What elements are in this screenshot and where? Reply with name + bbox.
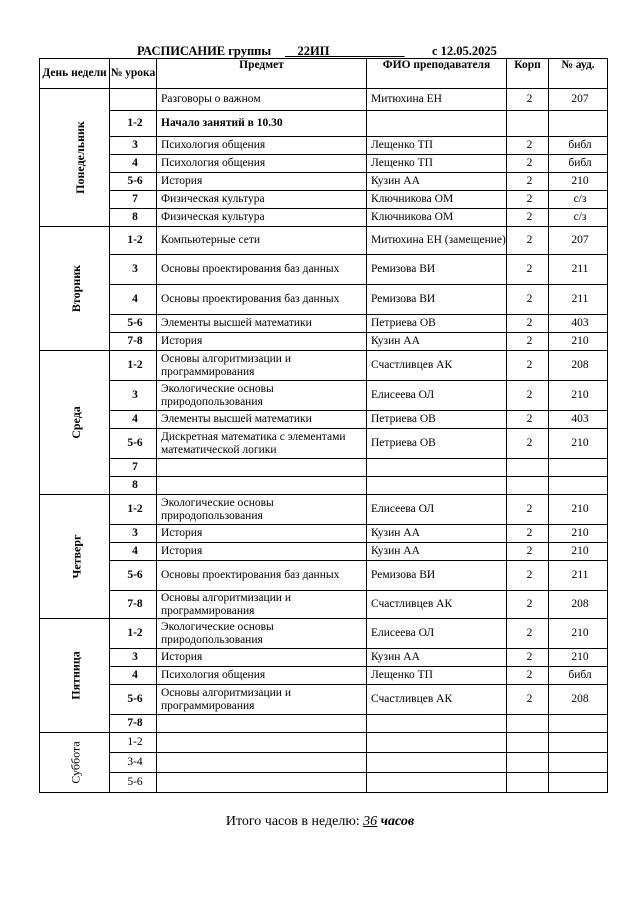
teacher-cell: Ключникова ОМ [367,191,507,209]
lesson-number: 5-6 [110,173,157,191]
lesson-number: 1-2 [110,227,157,255]
room-cell [549,459,608,477]
table-row [40,315,608,333]
lesson-number: 1-2 [110,495,157,525]
teacher-cell: Митюхина ЕН [367,89,507,111]
subject-cell: Основы алгоритмизации и программирования [157,591,367,619]
building-cell [507,733,549,753]
room-cell: 403 [549,411,608,429]
teacher-cell: Лещенко ТП [367,155,507,173]
room-cell: с/з [549,209,608,227]
header-room: № ауд. [549,59,608,89]
room-cell: 403 [549,315,608,333]
teacher-cell: Кузин АА [367,649,507,667]
day-cell [40,227,110,351]
teacher-cell: Ремизова ВИ [367,255,507,285]
lesson-number [110,89,157,111]
teacher-cell: Елисеева ОЛ [367,619,507,649]
room-cell: 210 [549,495,608,525]
weekly-hours-total [0,814,640,830]
table-row [40,227,608,255]
building-cell: 2 [507,285,549,315]
room-cell: 208 [549,351,608,381]
building-cell: 2 [507,543,549,561]
lesson-number: 7-8 [110,591,157,619]
teacher-cell [367,477,507,495]
table-row [40,543,608,561]
building-cell [507,715,549,733]
lesson-number: 7-8 [110,333,157,351]
table-row [40,733,608,753]
header-subject: Предмет [157,59,367,89]
day-name: Пятница [69,650,83,700]
subject-cell: Дискретная математика с элементами математической логики [157,429,367,459]
teacher-cell [367,733,507,753]
room-cell: 207 [549,227,608,255]
group-name: __22ИП____________ [285,44,405,58]
subject-cell: Компьютерные сети [157,227,367,255]
teacher-cell: Елисеева ОЛ [367,381,507,411]
building-cell [507,459,549,477]
table-row [40,477,608,495]
teacher-cell [367,753,507,773]
lesson-number: 5-6 [110,773,157,793]
lesson-number: 8 [110,209,157,227]
teacher-cell: Лещенко ТП [367,667,507,685]
subject-cell: История [157,543,367,561]
lesson-number: 4 [110,411,157,429]
subject-cell: История [157,525,367,543]
subject-cell: Начало занятий в 10.30 [157,111,367,137]
room-cell: 210 [549,381,608,411]
table-row [40,495,608,525]
lesson-number: 4 [110,285,157,315]
table-row [40,381,608,411]
day-name: Четверг [69,534,83,578]
building-cell: 2 [507,561,549,591]
lesson-number: 5-6 [110,315,157,333]
table-row [40,111,608,137]
total-hours-unit: часов [380,814,415,829]
room-cell: 211 [549,561,608,591]
table-row [40,333,608,351]
building-cell: 2 [507,209,549,227]
subject-cell [157,773,367,793]
lesson-number: 1-2 [110,111,157,137]
title-label: РАСПИСАНИЕ группы [137,44,272,58]
lesson-number: 5-6 [110,685,157,715]
building-cell: 2 [507,525,549,543]
building-cell: 2 [507,429,549,459]
day-name: Вторник [69,264,83,312]
table-row [40,285,608,315]
table-row [40,619,608,649]
subject-cell: Основы алгоритмизации и программирования [157,685,367,715]
day-name: Понедельник [72,120,87,194]
subject-cell: Разговоры о важном [157,89,367,111]
teacher-cell: Кузин АА [367,543,507,561]
teacher-cell [367,773,507,793]
teacher-cell: Кузин АА [367,173,507,191]
building-cell: 2 [507,381,549,411]
building-cell: 2 [507,191,549,209]
building-cell: 2 [507,667,549,685]
room-cell [549,773,608,793]
room-cell [549,733,608,753]
subject-cell: Основы алгоритмизации и программирования [157,351,367,381]
lesson-number: 4 [110,155,157,173]
subject-cell [157,715,367,733]
room-cell: 210 [549,429,608,459]
room-cell: с/з [549,191,608,209]
room-cell [549,111,608,137]
building-cell: 2 [507,227,549,255]
table-row [40,351,608,381]
subject-cell [157,733,367,753]
total-hours: 36 [363,814,378,829]
teacher-cell: Ремизова ВИ [367,561,507,591]
table-row [40,459,608,477]
table-row [40,561,608,591]
room-cell: библ [549,137,608,155]
building-cell: 2 [507,333,549,351]
header-building: Корп [507,59,549,89]
teacher-cell: Петриева ОВ [367,411,507,429]
room-cell [549,477,608,495]
subject-cell: История [157,173,367,191]
building-cell: 2 [507,411,549,429]
building-cell: 2 [507,255,549,285]
header-day: День недели [40,59,110,89]
teacher-cell [367,715,507,733]
building-cell [507,773,549,793]
teacher-cell: Счастливцев АК [367,685,507,715]
teacher-cell: Счастливцев АК [367,591,507,619]
room-cell [549,753,608,773]
building-cell: 2 [507,137,549,155]
table-row [40,173,608,191]
teacher-cell: Кузин АА [367,333,507,351]
lesson-number: 4 [110,543,157,561]
subject-cell: История [157,333,367,351]
room-cell [549,715,608,733]
lesson-number: 1-2 [110,619,157,649]
lesson-number: 1-2 [110,733,157,753]
teacher-cell: Митюхина ЕН (замещение) [367,227,507,255]
room-cell: 208 [549,685,608,715]
building-cell: 2 [507,173,549,191]
lesson-number: 7 [110,191,157,209]
building-cell: 2 [507,619,549,649]
teacher-cell [367,111,507,137]
room-cell: 207 [549,89,608,111]
building-cell: 2 [507,495,549,525]
lesson-number: 7-8 [110,715,157,733]
building-cell: 2 [507,315,549,333]
room-cell: библ [549,667,608,685]
building-cell: 2 [507,351,549,381]
header-lesson-number: № урока [110,59,157,89]
room-cell: 210 [549,525,608,543]
subject-cell: Психология общения [157,137,367,155]
table-row [40,209,608,227]
table-row [40,525,608,543]
day-name: Среда [68,405,83,439]
header-teacher: ФИО преподавателя [367,59,507,89]
room-cell: 211 [549,285,608,315]
building-cell [507,111,549,137]
subject-cell: Основы проектирования баз данных [157,561,367,591]
lesson-number: 1-2 [110,351,157,381]
room-cell: 210 [549,619,608,649]
table-row [40,591,608,619]
building-cell: 2 [507,89,549,111]
lesson-number: 7 [110,459,157,477]
day-cell [40,733,110,793]
table-row [40,715,608,733]
room-cell: 208 [549,591,608,619]
building-cell: 2 [507,591,549,619]
table-row [40,191,608,209]
teacher-cell: Лещенко ТП [367,137,507,155]
subject-cell [157,753,367,773]
subject-cell: Физическая культура [157,191,367,209]
subject-cell: Экологические основы природопользования [157,381,367,411]
table-row [40,667,608,685]
lesson-number: 5-6 [110,561,157,591]
teacher-cell: Счастливцев АК [367,351,507,381]
lesson-number: 3 [110,649,157,667]
lesson-number: 3 [110,255,157,285]
building-cell [507,477,549,495]
day-cell [40,495,110,619]
room-cell: 210 [549,173,608,191]
table-row [40,155,608,173]
day-cell [40,89,110,227]
teacher-cell: Петриева ОВ [367,315,507,333]
teacher-cell: Ключникова ОМ [367,209,507,227]
table-row [40,411,608,429]
subject-cell [157,459,367,477]
table-row [40,649,608,667]
building-cell [507,753,549,773]
room-cell: 210 [549,333,608,351]
building-cell: 2 [507,155,549,173]
lesson-number: 5-6 [110,429,157,459]
subject-cell: Основы проектирования баз данных [157,255,367,285]
subject-cell [157,477,367,495]
room-cell: 210 [549,649,608,667]
teacher-cell: Кузин АА [367,525,507,543]
day-cell [40,619,110,733]
subject-cell: Физическая культура [157,209,367,227]
teacher-cell: Елисеева ОЛ [367,495,507,525]
subject-cell: Экологические основы природопользования [157,495,367,525]
lesson-number: 3 [110,525,157,543]
schedule-table [39,58,608,793]
day-cell [40,351,110,495]
table-row [40,773,608,793]
teacher-cell [367,459,507,477]
building-cell: 2 [507,649,549,667]
room-cell: 210 [549,543,608,561]
subject-cell: Психология общения [157,667,367,685]
table-row [40,89,608,111]
room-cell: 211 [549,255,608,285]
table-row [40,255,608,285]
subject-cell: История [157,649,367,667]
table-row [40,429,608,459]
lesson-number: 4 [110,667,157,685]
building-cell: 2 [507,685,549,715]
teacher-cell: Петриева ОВ [367,429,507,459]
lesson-number: 3 [110,381,157,411]
subject-cell: Психология общения [157,155,367,173]
schedule-date: с 12.05.2025 [432,44,497,58]
header-row [40,59,608,89]
total-label: Итого часов в неделю: [225,814,360,829]
lesson-number: 3-4 [110,753,157,773]
lesson-number: 8 [110,477,157,495]
table-row [40,137,608,155]
day-name: Суббота [68,740,83,784]
table-row [40,753,608,773]
subject-cell: Основы проектирования баз данных [157,285,367,315]
room-cell: библ [549,155,608,173]
subject-cell: Экологические основы природопользования [157,619,367,649]
lesson-number: 3 [110,137,157,155]
subject-cell: Элементы высшей математики [157,411,367,429]
teacher-cell: Ремизова ВИ [367,285,507,315]
subject-cell: Элементы высшей математики [157,315,367,333]
table-row [40,685,608,715]
